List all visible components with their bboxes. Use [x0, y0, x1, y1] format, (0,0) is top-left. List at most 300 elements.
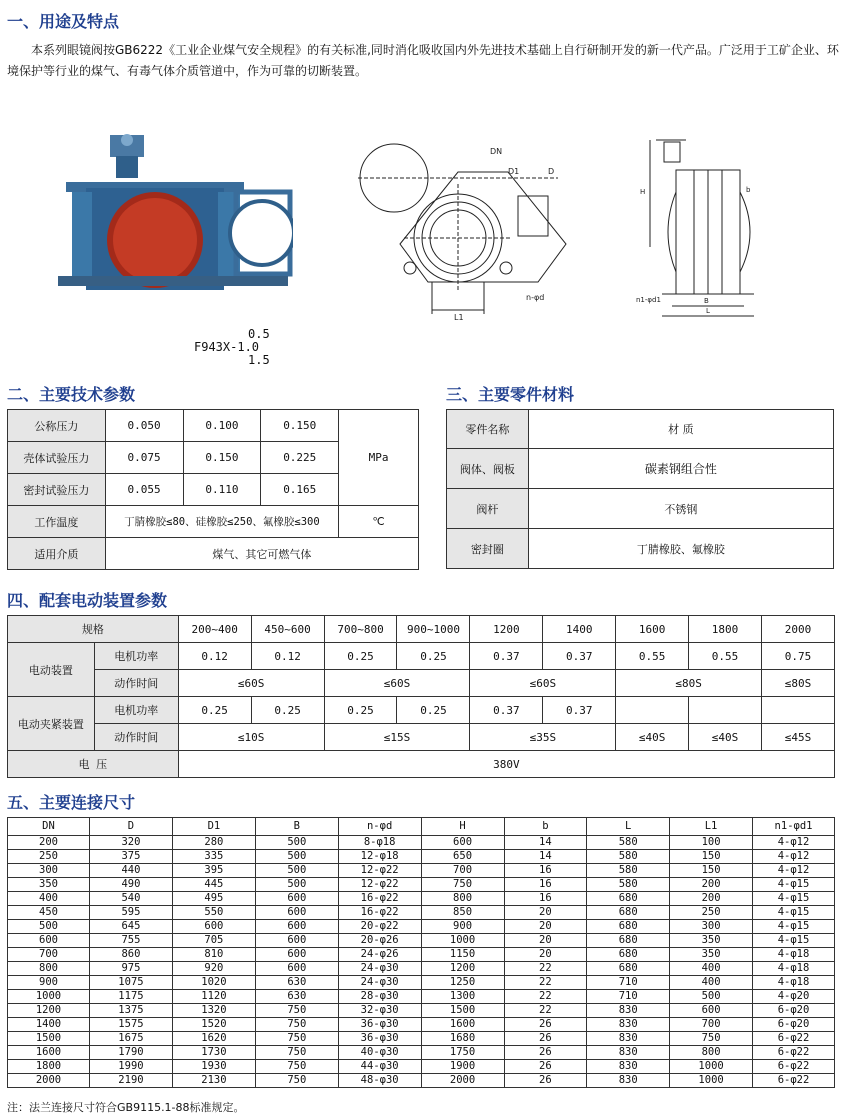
table-cell: 1375: [89, 1004, 172, 1018]
table-cell: 800: [8, 962, 90, 976]
table-row: [8, 836, 835, 850]
table-cell: 150: [670, 864, 753, 878]
table-cell: 1000: [670, 1060, 753, 1074]
table-cell: 2190: [89, 1074, 172, 1088]
section3-title: 三、主要零件材料: [446, 385, 575, 404]
table-cell: 32-φ30: [338, 1004, 421, 1018]
table-cell: 600: [255, 962, 338, 976]
table-cell: 320: [89, 836, 172, 850]
cell: 0.075: [105, 442, 183, 474]
table-cell: 1400: [8, 1018, 90, 1032]
table-cell: 1150: [421, 948, 504, 962]
cell: ≤35S: [470, 724, 616, 751]
table-cell: 22: [504, 976, 587, 990]
table-cell: 600: [255, 906, 338, 920]
table-cell: 20-φ26: [338, 934, 421, 948]
cell: [616, 697, 689, 724]
table-cell: 1175: [89, 990, 172, 1004]
spec: 1600: [616, 616, 689, 643]
spec: 2000: [762, 616, 835, 643]
cell: 0.165: [261, 474, 339, 506]
table-cell: 1075: [89, 976, 172, 990]
cell: 0.55: [616, 643, 689, 670]
table-row: [8, 864, 835, 878]
table-row: [8, 1004, 835, 1018]
table-cell: 645: [89, 920, 172, 934]
cell: ≤40S: [689, 724, 762, 751]
col-header: L: [587, 818, 670, 836]
table-cell: 1020: [172, 976, 255, 990]
part-name: 阀体、阀板: [447, 449, 529, 489]
table-cell: 1520: [172, 1018, 255, 1032]
section1-title: 一、用途及特点: [7, 12, 120, 31]
table-cell: 6-φ22: [753, 1074, 835, 1088]
spec: 1800: [689, 616, 762, 643]
col-header: D1: [172, 818, 255, 836]
unit-mpa: MPa: [339, 410, 419, 506]
table-cell: 26: [504, 1032, 587, 1046]
table-cell: 14: [504, 850, 587, 864]
table-cell: 450: [8, 906, 90, 920]
table-cell: 495: [172, 892, 255, 906]
cell: ≤10S: [178, 724, 324, 751]
table-cell: 580: [587, 878, 670, 892]
spec: 450~600: [251, 616, 324, 643]
col-header: n-φd: [338, 818, 421, 836]
materials-table: [446, 409, 834, 569]
table-cell: 700: [421, 864, 504, 878]
table-cell: 750: [255, 1018, 338, 1032]
part-name: 阀杆: [447, 489, 529, 529]
table-cell: 300: [670, 920, 753, 934]
table-cell: 400: [670, 962, 753, 976]
col-header: b: [504, 818, 587, 836]
table-cell: 900: [421, 920, 504, 934]
table-cell: 1750: [421, 1046, 504, 1060]
table-cell: 900: [8, 976, 90, 990]
cell: 0.55: [689, 643, 762, 670]
table-cell: 680: [587, 948, 670, 962]
table-cell: 500: [670, 990, 753, 1004]
cell: ≤40S: [616, 724, 689, 751]
table-cell: 1500: [421, 1004, 504, 1018]
table-cell: 600: [255, 934, 338, 948]
table-cell: 4-φ15: [753, 906, 835, 920]
col-header: n1-φd1: [753, 818, 835, 836]
table-row: [8, 962, 835, 976]
table-cell: 680: [587, 906, 670, 920]
table-cell: 600: [255, 920, 338, 934]
spec-label: 规格: [8, 616, 179, 643]
table-cell: 4-φ18: [753, 962, 835, 976]
table-cell: 48-φ30: [338, 1074, 421, 1088]
part-name: 密封圈: [447, 529, 529, 569]
table-row: [8, 990, 835, 1004]
table-body: [8, 836, 835, 1088]
table-cell: 20: [504, 934, 587, 948]
cell: ≤80S: [762, 670, 835, 697]
col-header: D: [89, 818, 172, 836]
front-label-d1: D1: [508, 167, 520, 176]
table-cell: 4-φ18: [753, 976, 835, 990]
table-cell: 200: [670, 878, 753, 892]
spec: 700~800: [324, 616, 397, 643]
cell: ≤15S: [324, 724, 470, 751]
cell: 0.150: [261, 410, 339, 442]
table-cell: 680: [587, 934, 670, 948]
table-cell: 500: [255, 836, 338, 850]
model-name: F943X-: [194, 340, 238, 354]
table-cell: 280: [172, 836, 255, 850]
table-cell: 20: [504, 906, 587, 920]
table-cell: 540: [89, 892, 172, 906]
power-label: 电机功率: [94, 643, 178, 670]
table-cell: 500: [255, 878, 338, 892]
table-cell: 650: [421, 850, 504, 864]
table-cell: 4-φ12: [753, 836, 835, 850]
table-cell: 4-φ15: [753, 892, 835, 906]
temp-unit: ℃: [339, 506, 419, 538]
table-row: [8, 976, 835, 990]
cell: 0.100: [183, 410, 261, 442]
table-cell: 800: [421, 892, 504, 906]
table-cell: 1930: [172, 1060, 255, 1074]
table-cell: 580: [587, 850, 670, 864]
table-cell: 755: [89, 934, 172, 948]
table-cell: 500: [8, 920, 90, 934]
electric-device-table: [7, 615, 835, 778]
table-cell: 440: [89, 864, 172, 878]
table-cell: 1300: [421, 990, 504, 1004]
table-cell: 6-φ20: [753, 1018, 835, 1032]
table-cell: 26: [504, 1018, 587, 1032]
table-cell: 600: [670, 1004, 753, 1018]
table-cell: 40-φ30: [338, 1046, 421, 1060]
table-cell: 400: [8, 892, 90, 906]
table-row: [8, 920, 835, 934]
cell: 0.25: [324, 643, 397, 670]
medium-value: 煤气、其它可燃气体: [105, 538, 418, 570]
table-cell: 350: [8, 878, 90, 892]
table-cell: 630: [255, 976, 338, 990]
table-cell: 830: [587, 1046, 670, 1060]
table-cell: 700: [670, 1018, 753, 1032]
table-cell: 2000: [8, 1074, 90, 1088]
cell: ≤60S: [178, 670, 324, 697]
table-cell: 1730: [172, 1046, 255, 1060]
table-cell: 26: [504, 1074, 587, 1088]
col-header: B: [255, 818, 338, 836]
cell: 0.25: [251, 697, 324, 724]
table-cell: 600: [255, 892, 338, 906]
table-row: [8, 1032, 835, 1046]
table-cell: 750: [255, 1032, 338, 1046]
model-pn-3: 1.5: [248, 353, 270, 367]
row-label: 工作温度: [8, 506, 106, 538]
table-row: [8, 1018, 835, 1032]
table-cell: 750: [670, 1032, 753, 1046]
table-cell: 680: [587, 920, 670, 934]
cell: 0.37: [470, 643, 543, 670]
table-cell: 4-φ20: [753, 990, 835, 1004]
table-cell: 16: [504, 892, 587, 906]
table-cell: 920: [172, 962, 255, 976]
table-cell: 830: [587, 1004, 670, 1018]
table-cell: 1250: [421, 976, 504, 990]
side-label-l: L: [706, 307, 710, 315]
table-cell: 445: [172, 878, 255, 892]
table-cell: 6-φ22: [753, 1032, 835, 1046]
tech-params-table: [7, 409, 419, 570]
table-cell: 595: [89, 906, 172, 920]
row-label: 适用介质: [8, 538, 106, 570]
col-header: H: [421, 818, 504, 836]
spec: 1400: [543, 616, 616, 643]
table-cell: 850: [421, 906, 504, 920]
table-cell: 830: [587, 1032, 670, 1046]
table-cell: 20-φ22: [338, 920, 421, 934]
table-cell: 350: [670, 934, 753, 948]
table-cell: 335: [172, 850, 255, 864]
cell: 0.12: [251, 643, 324, 670]
table-cell: 580: [587, 864, 670, 878]
table-cell: 630: [255, 990, 338, 1004]
cell: ≤45S: [762, 724, 835, 751]
table-row: [8, 878, 835, 892]
table-cell: 600: [255, 948, 338, 962]
cell: [762, 697, 835, 724]
front-label-nd: n-φd: [526, 293, 545, 302]
table-cell: 500: [255, 850, 338, 864]
voltage-value: 380V: [178, 751, 834, 778]
table-cell: 1000: [670, 1074, 753, 1088]
time-label: 动作时间: [94, 724, 178, 751]
table-cell: 1620: [172, 1032, 255, 1046]
table-row: [8, 850, 835, 864]
cell: 0.25: [324, 697, 397, 724]
table-cell: 44-φ30: [338, 1060, 421, 1074]
table-cell: 710: [587, 990, 670, 1004]
header-part: 零件名称: [447, 410, 529, 449]
table-cell: 12-φ22: [338, 864, 421, 878]
table-cell: 710: [587, 976, 670, 990]
front-view-drawing: [358, 132, 580, 324]
cell: 0.25: [397, 697, 470, 724]
table-cell: 36-φ30: [338, 1018, 421, 1032]
table-cell: 16: [504, 864, 587, 878]
table-cell: 6-φ20: [753, 1004, 835, 1018]
material: 碳素钢组合性: [528, 449, 833, 489]
table-cell: 1120: [172, 990, 255, 1004]
cell: [689, 697, 762, 724]
col-header: L1: [670, 818, 753, 836]
table-cell: 4-φ15: [753, 934, 835, 948]
cell: 0.055: [105, 474, 183, 506]
cell: 0.150: [183, 442, 261, 474]
header-material: 材 质: [528, 410, 833, 449]
cell: 0.225: [261, 442, 339, 474]
table-cell: 36-φ30: [338, 1032, 421, 1046]
material: 丁腈橡胶、氟橡胶: [528, 529, 833, 569]
table-cell: 860: [89, 948, 172, 962]
front-label-l1: L1: [454, 313, 464, 322]
table-row: [8, 892, 835, 906]
table-cell: 2000: [421, 1074, 504, 1088]
table-cell: 8-φ18: [338, 836, 421, 850]
table-cell: 1500: [8, 1032, 90, 1046]
table-cell: 250: [8, 850, 90, 864]
col-header: DN: [8, 818, 90, 836]
cell: 0.37: [543, 697, 616, 724]
table-cell: 28-φ30: [338, 990, 421, 1004]
voltage-label: 电 压: [8, 751, 179, 778]
table-cell: 680: [587, 892, 670, 906]
table-cell: 600: [172, 920, 255, 934]
table-row: [8, 1060, 835, 1074]
row-label: 密封试验压力: [8, 474, 106, 506]
table-cell: 200: [8, 836, 90, 850]
side-label-b: b: [746, 186, 751, 194]
table-cell: 830: [587, 1018, 670, 1032]
row-label: 公称压力: [8, 410, 106, 442]
cell: 0.37: [543, 643, 616, 670]
table-cell: 12-φ22: [338, 878, 421, 892]
group-label: 电动夹紧装置: [8, 697, 95, 751]
table-cell: 750: [421, 878, 504, 892]
side-view-drawing: [636, 132, 781, 322]
table-cell: 550: [172, 906, 255, 920]
cell: 0.37: [470, 697, 543, 724]
table-cell: 1600: [8, 1046, 90, 1060]
table-cell: 20: [504, 948, 587, 962]
table-row: [8, 934, 835, 948]
table-cell: 1200: [421, 962, 504, 976]
table-cell: 350: [670, 948, 753, 962]
spec: 900~1000: [397, 616, 470, 643]
table-cell: 1320: [172, 1004, 255, 1018]
connection-size-table: [7, 817, 835, 1088]
table-cell: 22: [504, 1004, 587, 1018]
cell: ≤60S: [470, 670, 616, 697]
cell: ≤80S: [616, 670, 762, 697]
table-cell: 700: [8, 948, 90, 962]
table-cell: 830: [587, 1060, 670, 1074]
power-label: 电机功率: [94, 697, 178, 724]
table-cell: 395: [172, 864, 255, 878]
table-row: [8, 948, 835, 962]
table-cell: 1600: [421, 1018, 504, 1032]
table-cell: 1900: [421, 1060, 504, 1074]
table-cell: 1000: [421, 934, 504, 948]
table-cell: 22: [504, 962, 587, 976]
table-row: [8, 906, 835, 920]
section5-title: 五、主要连接尺寸: [7, 793, 136, 812]
table-cell: 16: [504, 878, 587, 892]
table-cell: 6-φ22: [753, 1046, 835, 1060]
table-cell: 680: [587, 962, 670, 976]
table-cell: 16-φ22: [338, 892, 421, 906]
table-cell: 24-φ30: [338, 976, 421, 990]
spec: 200~400: [178, 616, 251, 643]
row-label: 壳体试验压力: [8, 442, 106, 474]
table-cell: 26: [504, 1046, 587, 1060]
table-cell: 1675: [89, 1032, 172, 1046]
table-cell: 6-φ22: [753, 1060, 835, 1074]
table-cell: 100: [670, 836, 753, 850]
cell: ≤60S: [324, 670, 470, 697]
table-cell: 500: [255, 864, 338, 878]
section4-title: 四、配套电动装置参数: [7, 591, 168, 610]
cell: 0.25: [178, 697, 251, 724]
front-label-dn: DN: [490, 147, 503, 156]
table-cell: 1680: [421, 1032, 504, 1046]
table-cell: 750: [255, 1074, 338, 1088]
model-code: [194, 328, 270, 367]
table-cell: 300: [8, 864, 90, 878]
table-cell: 200: [670, 892, 753, 906]
table-cell: 375: [89, 850, 172, 864]
table-cell: 16-φ22: [338, 906, 421, 920]
table-cell: 20: [504, 920, 587, 934]
table-cell: 4-φ18: [753, 948, 835, 962]
table-cell: 975: [89, 962, 172, 976]
group-label: 电动装置: [8, 643, 95, 697]
table-cell: 22: [504, 990, 587, 1004]
table-cell: 750: [255, 1060, 338, 1074]
table-cell: 4-φ15: [753, 878, 835, 892]
table-cell: 4-φ12: [753, 864, 835, 878]
table-cell: 4-φ12: [753, 850, 835, 864]
table-cell: 490: [89, 878, 172, 892]
cell: 0.75: [762, 643, 835, 670]
section2-title: 二、主要技术参数: [7, 385, 136, 404]
table-cell: 26: [504, 1060, 587, 1074]
model-pn-1: 0.5: [248, 327, 270, 341]
table-cell: 750: [255, 1046, 338, 1060]
side-label-n1d1: n1-φd1: [636, 296, 661, 304]
front-label-d: D: [548, 167, 555, 176]
table-cell: 1790: [89, 1046, 172, 1060]
table-cell: 600: [8, 934, 90, 948]
cell: 0.050: [105, 410, 183, 442]
table-cell: 2130: [172, 1074, 255, 1088]
table-cell: 400: [670, 976, 753, 990]
table-cell: 12-φ18: [338, 850, 421, 864]
table-row: [8, 1046, 835, 1060]
table-cell: 24-φ30: [338, 962, 421, 976]
table-cell: 830: [587, 1074, 670, 1088]
table-cell: 150: [670, 850, 753, 864]
material: 不锈钢: [528, 489, 833, 529]
valve-photo: [48, 130, 293, 295]
cell: 0.12: [178, 643, 251, 670]
table-row: [8, 1074, 835, 1088]
cell: 0.25: [397, 643, 470, 670]
table-cell: 600: [421, 836, 504, 850]
table-cell: 705: [172, 934, 255, 948]
cell: 0.110: [183, 474, 261, 506]
table-cell: 4-φ15: [753, 920, 835, 934]
table-cell: 14: [504, 836, 587, 850]
table-cell: 1800: [8, 1060, 90, 1074]
intro-text: 本系列眼镜阀按GB6222《工业企业煤气安全规程》的有关标准,同时消化吸收国内外先进技术基础上自行研制开发的新一代产品。广泛用于工矿企业、环境保护等行业的煤气、有毒气体介质管道中，作为可靠的切断装置。: [7, 43, 839, 78]
side-label-h: H: [640, 188, 646, 196]
spec: 1200: [470, 616, 543, 643]
time-label: 动作时间: [94, 670, 178, 697]
table-cell: 250: [670, 906, 753, 920]
table-cell: 1575: [89, 1018, 172, 1032]
table-cell: 1990: [89, 1060, 172, 1074]
